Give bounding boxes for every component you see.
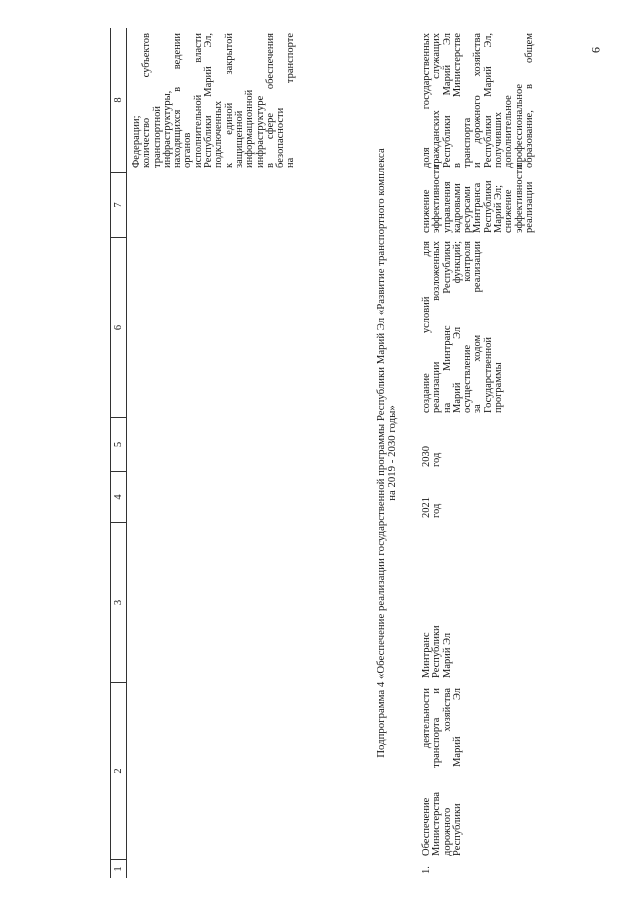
row1-event-name: Обеспечение деятельности Министерства транспорта и дорожного хозяйства Республики Марий Эл — [421, 688, 463, 856]
header-col-8: 8 — [111, 28, 126, 173]
row1-expected-result: создание условий для реализации возложенных на Минтранс Республики Марий Эл функций; осуществление контроля за ходом реализации Государственной программы — [421, 241, 505, 413]
page-number: 9 — [589, 47, 603, 53]
header-col-1: 1 — [113, 866, 124, 872]
row1-end-year: 2030 год — [421, 446, 443, 467]
row1-start-year: 2021 год — [421, 497, 443, 518]
row1-indicator: доля государственных гражданских служащих Республики Марий Эл в Министерстве транспорта и дорожного хозяйства Республики Марий Эл, получивших дополнительное профессиональное образование, в общем — [421, 33, 535, 168]
header-col-6: 6 — [111, 238, 126, 418]
rotated-table-page — [110, 28, 639, 878]
row1-consequences: снижение эффективности управления кадровыми ресурсами Минтранса Республики Марий Эл; снижение эффективности реализации — [421, 164, 535, 233]
header-col-3: 3 — [111, 523, 126, 683]
header-col-7: 7 — [111, 173, 126, 238]
header-col-5: 5 — [111, 418, 126, 472]
top-row-indicator-text: Федерации; количество субъектов транспортной инфраструктуры, находящихся в ведении органов исполнительной власти Республики Марий Эл, подключенных к единой закрытой защищенной информационной инфраструктуре в сфере обеспечения безопасности на транспорте — [131, 33, 297, 168]
row1-number: 1. — [421, 866, 432, 874]
row1-executor: Минтранс Республики Марий Эл — [421, 625, 453, 678]
table-header-row — [110, 28, 127, 878]
header-col-2: 2 — [111, 683, 126, 860]
subprogram-title: Подпрограмма 4 «Обеспечение реализации государственной программы Республики Марий Эл «Развитие транспортного комплекса на 2019 - 2030 годы» — [375, 148, 398, 758]
header-col-4: 4 — [111, 472, 126, 523]
